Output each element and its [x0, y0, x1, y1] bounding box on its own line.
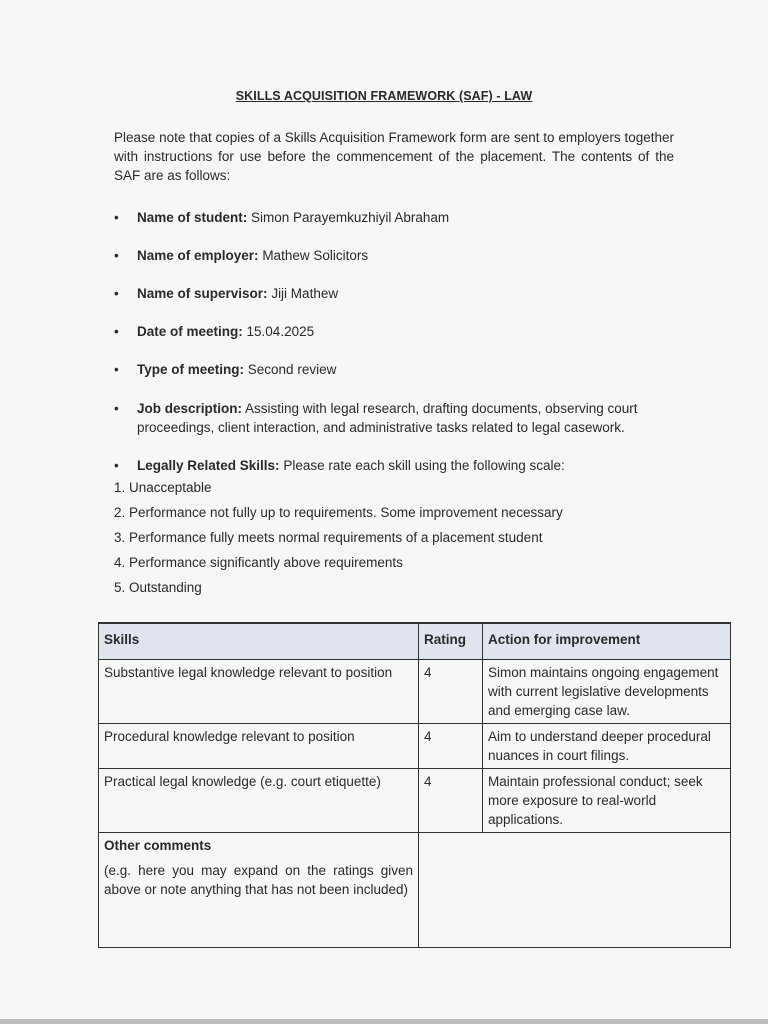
bullet-icon: •: [114, 458, 119, 473]
skill-cell: Practical legal knowledge (e.g. court etiquette): [99, 769, 419, 833]
intro-paragraph: Please note that copies of a Skills Acquisition Framework form are sent to employers together with instructions for use before the commencement of the placement. The contents of the SAF are as follows:: [114, 130, 674, 183]
bullet-icon: •: [114, 286, 119, 301]
scan-edge: [0, 1019, 768, 1024]
table-header-row: [99, 623, 731, 660]
rating-cell: 4: [419, 769, 483, 833]
bullet-icon: •: [114, 248, 119, 263]
field-value: Second review: [247, 362, 337, 377]
field-value: Simon Parayemkuzhiyil Abraham: [251, 210, 450, 225]
field-value: Assisting with legal research, drafting documents, observing court proceedings, client interaction, and administrative tasks related to legal casework.: [137, 401, 638, 435]
bullet-icon: •: [114, 362, 119, 377]
scale-item: 1. Unacceptable: [114, 480, 212, 495]
skill-cell: Substantive legal knowledge relevant to position: [99, 660, 419, 724]
scale-item: 3. Performance fully meets normal requirements of a placement student: [114, 530, 543, 545]
field-value: Please rate each skill using the following scale:: [283, 458, 565, 473]
field-label: Name of student:: [137, 210, 248, 225]
column-header: Skills: [99, 623, 419, 660]
table-row: [99, 769, 731, 833]
scale-item: 5. Outstanding: [114, 580, 202, 595]
field-label: Job description:: [137, 401, 243, 416]
table-row: [99, 724, 731, 769]
scale-item: 4. Performance significantly above requirements: [114, 555, 403, 570]
field-value: Jiji Mathew: [271, 286, 339, 301]
rating-cell: 4: [419, 724, 483, 769]
table-row: [99, 660, 731, 724]
comments-label: Other comments: [104, 838, 212, 853]
comments-note: (e.g. here you may expand on the ratings given above or note anything that has not been included): [104, 863, 413, 897]
comments-row: [99, 833, 731, 948]
field-label: Name of supervisor:: [137, 286, 268, 301]
action-cell: Aim to understand deeper procedural nuances in court filings.: [483, 724, 731, 769]
rating-cell: 4: [419, 660, 483, 724]
bullet-icon: •: [114, 324, 119, 339]
action-cell: Simon maintains ongoing engagement with current legislative developments and emerging case law.: [483, 660, 731, 724]
bullet-icon: •: [114, 210, 119, 225]
document-title: SKILLS ACQUISITION FRAMEWORK (SAF) - LAW: [235, 89, 533, 103]
field-value: 15.04.2025: [246, 324, 315, 339]
field-value: Mathew Solicitors: [262, 248, 369, 263]
scale-item: 2. Performance not fully up to requirements. Some improvement necessary: [114, 505, 563, 520]
bullet-icon: •: [114, 401, 119, 416]
column-header: Rating: [419, 623, 483, 660]
field-label: Legally Related Skills:: [137, 458, 280, 473]
field-label: Type of meeting:: [137, 362, 245, 377]
skill-cell: Procedural knowledge relevant to position: [99, 724, 419, 769]
column-header: Action for improvement: [483, 623, 731, 660]
field-label: Name of employer:: [137, 248, 259, 263]
skills-table: [98, 622, 731, 948]
comments-label-cell: [99, 833, 419, 948]
comments-field[interactable]: [419, 833, 731, 948]
field-label: Date of meeting:: [137, 324, 243, 339]
action-cell: Maintain professional conduct; seek more exposure to real-world applications.: [483, 769, 731, 833]
